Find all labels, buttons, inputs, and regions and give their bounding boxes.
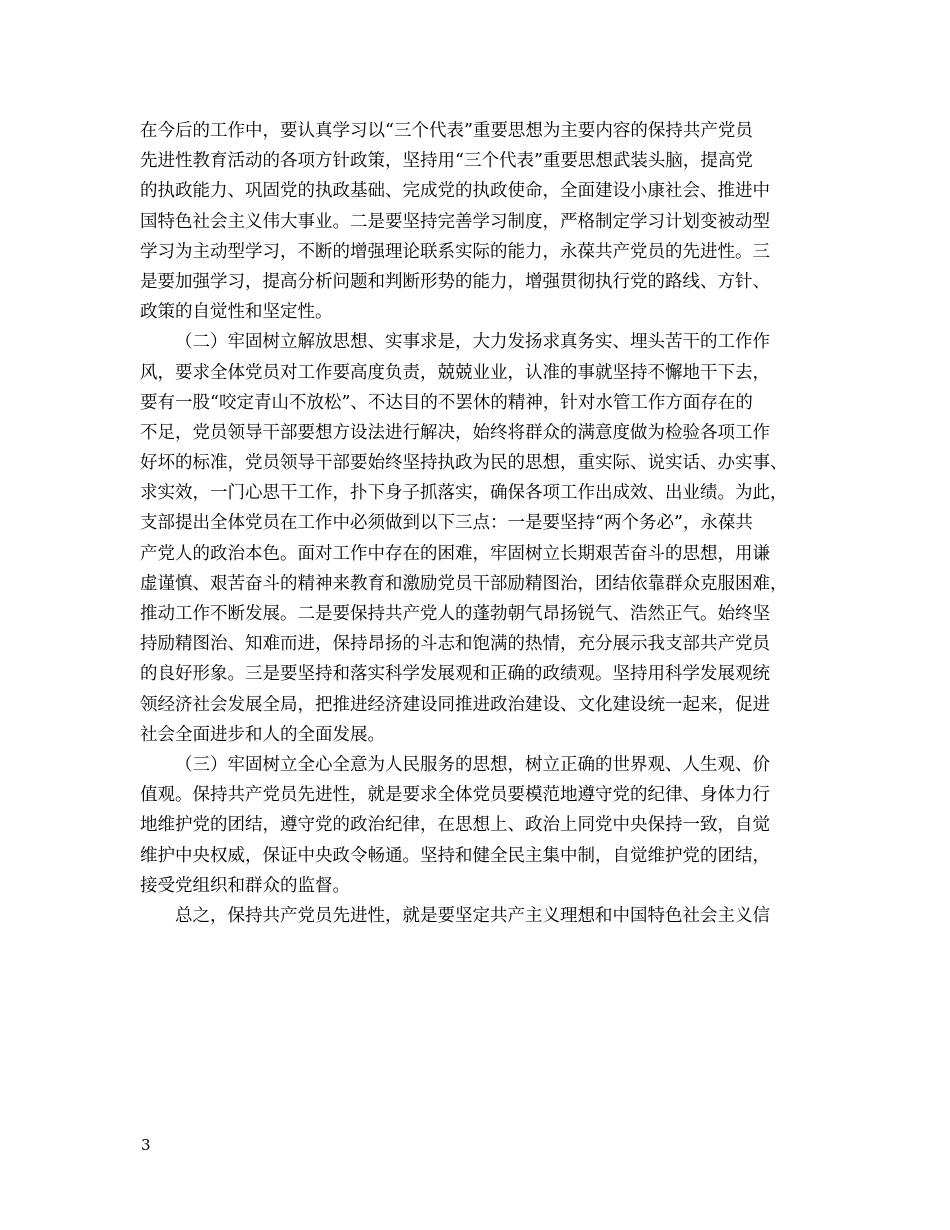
text-line: 社会全面进步和人的全面发展。 (140, 724, 385, 745)
text-line: 虚谨慎、艰苦奋斗的精神来教育和激励党员干部励精图治，团结依靠群众克服困难， (140, 573, 788, 594)
text-line: 是要加强学习，提高分析问题和判断形势的能力，增强贯彻执行党的路线、方针、 (140, 271, 770, 292)
text-line: 的良好形象。三是要坚持和落实科学发展观和正确的政绩观。坚持用科学发展观统 (140, 664, 770, 685)
body-text (140, 116, 820, 931)
text-line: 推动工作不断发展。二是要保持共产党人的蓬勃朝气昂扬锐气、浩然正气。始终坚 (140, 604, 770, 624)
text-line: 政策的自觉性和坚定性。 (140, 302, 333, 323)
text-line: 值观。保持共产党员先进性，就是要求全体党员要模范地遵守党的纪律、身体力行 (140, 785, 770, 806)
text-line: （二）牢固树立解放思想、实事求是，大力发扬求真务实、埋头苦干的工作作 (175, 332, 770, 353)
text-line: 在今后的工作中，要认真学习以“三个代表”重要思想为主要内容的保持共产党员 (140, 121, 753, 141)
text-line: 产党人的政治本色。面对工作中存在的困难，牢固树立长期艰苦奋斗的思想，用谦 (140, 543, 770, 564)
text-line: 维护中央权威，保证中央政令畅通。坚持和健全民主集中制，自觉维护党的团结， (140, 845, 770, 866)
text-line: 地维护党的团结，遵守党的政治纪律，在思想上、政治上同党中央保持一致，自觉 (140, 815, 770, 836)
text-line: 学习为主动型学习，不断的增强理论联系实际的能力，永葆共产党员的先进性。三 (140, 241, 770, 262)
text-line: 支部提出全体党员在工作中必须做到以下三点：一是要坚持“两个务必”，永葆共 (140, 513, 753, 534)
text-line: 风，要求全体党员对工作要高度负责，兢兢业业，认准的事就坚持不懈地干下去， (140, 362, 770, 383)
page-number: 3 (141, 1136, 151, 1154)
text-line: 接受党组织和群众的监督。 (140, 875, 350, 896)
text-line: 的执政能力、巩固党的执政基础、完成党的执政使命，全面建设小康社会、推进中 (140, 181, 770, 202)
text-line: 求实效，一门心思干工作，扑下身子抓落实，确保各项工作出成效、出业绩。为此， (140, 483, 788, 504)
text-line: 总之，保持共产党员先进性，就是要坚定共产主义理想和中国特色社会主义信 (175, 905, 770, 926)
text-line: 领经济社会发展全局，把推进经济建设同推进政治建设、文化建设统一起来，促进 (140, 694, 770, 715)
text-line: 不足，党员领导干部要想方设法进行解决，始终将群众的满意度做为检验各项工作 (140, 422, 770, 443)
text-line: 要有一股“咬定青山不放松”、不达目的不罢休的精神，针对水管工作方面存在的 (140, 392, 753, 413)
text-line: 好坏的标准，党员领导干部要始终坚持执政为民的思想，重实际、说实话、办实事、 (140, 453, 788, 474)
text-line: 持励精图治、知难而进，保持昂扬的斗志和饱满的热情，充分展示我支部共产党员 (140, 634, 770, 655)
text-line: （三）牢固树立全心全意为人民服务的思想，树立正确的世界观、人生观、价 (175, 754, 770, 775)
text-line: 先进性教育活动的各项方针政策，坚持用“三个代表”重要思想武装头脑，提高党 (140, 151, 753, 172)
text-line: 国特色社会主义伟大事业。二是要坚持完善学习制度，严格制定学习计划变被动型 (140, 211, 770, 232)
